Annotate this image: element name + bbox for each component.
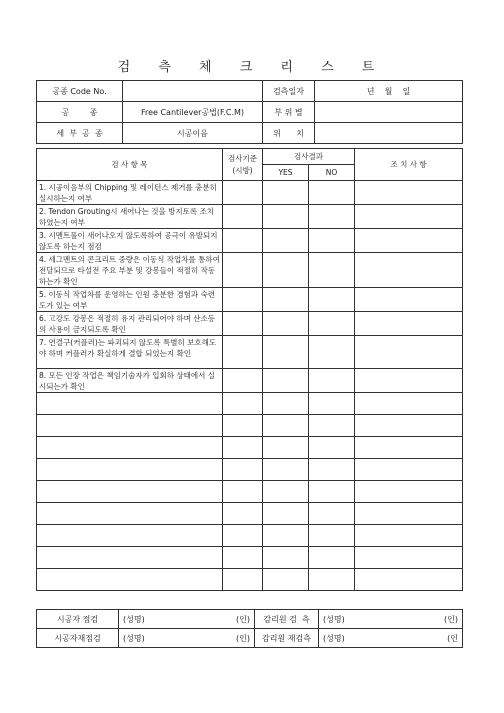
no-cell[interactable] [309,569,355,591]
no-cell[interactable] [309,253,355,288]
contractor-check-sign[interactable] [119,610,255,629]
criteria-cell[interactable] [223,288,263,312]
supervisor-recheck-sign[interactable] [319,629,463,648]
signature-table [36,609,463,648]
yes-cell[interactable] [263,229,309,253]
table-row [37,415,463,437]
name-label: (성명) [323,615,345,624]
no-cell[interactable] [309,459,355,481]
seal-label: (인) [236,634,250,643]
yes-cell[interactable] [263,288,309,312]
criteria-header [223,149,263,181]
yes-cell[interactable] [263,393,309,415]
seal-label: (인) [444,615,458,624]
criteria-cell[interactable] [223,312,263,336]
action-header: 조 치 사 항 [355,149,463,181]
no-cell[interactable] [309,229,355,253]
criteria-cell[interactable] [223,459,263,481]
criteria-cell[interactable] [223,481,263,503]
criteria-cell[interactable] [223,181,263,205]
inspection-item [37,437,223,459]
yes-cell[interactable] [263,312,309,336]
action-cell[interactable] [355,437,463,459]
location-value[interactable] [315,123,463,144]
yes-cell[interactable] [263,369,309,393]
contractor-check-label: 시공자 점검 [37,610,119,629]
criteria-cell[interactable] [223,229,263,253]
supervisor-check-label: 감리원 검 측 [255,610,319,629]
table-row [37,205,463,229]
no-cell[interactable] [309,481,355,503]
inspection-item: 4. 세그멘트의 콘크리트 중량은 이동식 작업차를 통하여 전달되므로 타설전 주요 부분 및 강봉들이 적절히 작동하는가 확인 [37,253,223,288]
yes-cell[interactable] [263,503,309,525]
part-value[interactable] [315,102,463,123]
action-cell[interactable] [355,312,463,336]
inspection-item [37,503,223,525]
code-value[interactable] [123,81,263,102]
criteria-cell[interactable] [223,253,263,288]
name-label: (성명) [123,634,145,643]
no-cell[interactable] [309,393,355,415]
no-cell[interactable] [309,205,355,229]
yes-cell[interactable] [263,415,309,437]
table-row [37,547,463,569]
yes-cell[interactable] [263,253,309,288]
table-row [37,503,463,525]
seal-label: (인) [236,615,250,624]
table-row [37,312,463,336]
action-cell[interactable] [355,547,463,569]
action-cell[interactable] [355,459,463,481]
type-value: Free Cantilever공법(F.C.M) [123,102,263,123]
supervisor-recheck-label: 감리원 재검측 [255,629,319,648]
action-cell[interactable] [355,369,463,393]
criteria-cell[interactable] [223,415,263,437]
criteria-cell[interactable] [223,525,263,547]
criteria-cell[interactable] [223,393,263,415]
inspection-item: 8. 모든 인장 작업은 책임기술자가 입회하 상태에서 실시되는가 확인 [37,369,223,393]
date-label: 검측일자 [263,81,315,102]
no-header: NO [309,165,355,181]
criteria-header-label: 검사기준 [228,153,257,163]
no-cell[interactable] [309,336,355,369]
inspection-item [37,459,223,481]
inspection-item: 6. 고강도 강봉은 적절히 유지 관리되어야 하며 산소등의 사용이 금지되도록 확인 [37,312,223,336]
no-cell[interactable] [309,369,355,393]
name-label: (성명) [123,615,145,624]
type-label: 공 종 [37,102,123,123]
no-cell[interactable] [309,288,355,312]
action-cell[interactable] [355,393,463,415]
criteria-cell[interactable] [223,547,263,569]
criteria-cell[interactable] [223,369,263,393]
table-row [37,481,463,503]
name-label: (성명) [323,634,345,643]
part-label: 부 위 별 [263,102,315,123]
table-row [37,569,463,591]
inspection-item [37,547,223,569]
detail-label: 세 부 공 종 [37,123,123,144]
table-row [37,393,463,415]
action-cell[interactable] [355,253,463,288]
table-row [37,229,463,253]
inspection-item: 7. 연결구(커플러)는 파괴되지 않도록 특별히 보호해도야 하며 커플러가 확실하게 결합 되었는지 확인 [37,336,223,369]
action-cell[interactable] [355,288,463,312]
detail-value: 시공이음 [123,123,263,144]
header-table [36,80,463,144]
inspection-item [37,415,223,437]
table-row [37,525,463,547]
action-cell[interactable] [355,569,463,591]
yes-cell[interactable] [263,569,309,591]
criteria-cell[interactable] [223,503,263,525]
table-row [37,459,463,481]
inspection-item: 5. 이동식 작업차를 운영하는 인원 충분한 경험과 숙련도가 있는 여부 [37,288,223,312]
criteria-cell[interactable] [223,205,263,229]
criteria-header-sub: (시방) [232,165,253,175]
contractor-recheck-sign[interactable] [119,629,255,648]
item-header: 검 사 항 목 [37,149,223,181]
action-cell[interactable] [355,205,463,229]
action-cell[interactable] [355,181,463,205]
date-value[interactable]: 년 월 일 [315,81,463,102]
inspection-item [37,481,223,503]
no-cell[interactable] [309,312,355,336]
supervisor-check-sign[interactable] [319,610,463,629]
action-cell[interactable] [355,336,463,369]
criteria-cell[interactable] [223,336,263,369]
table-row [37,253,463,288]
action-cell[interactable] [355,503,463,525]
contractor-recheck-label: 시공자재점검 [37,629,119,648]
table-row [37,288,463,312]
yes-cell[interactable] [263,205,309,229]
action-cell[interactable] [355,415,463,437]
page-title: 검 측 체 크 리 스 트 [117,60,387,75]
no-cell[interactable] [309,525,355,547]
yes-cell[interactable] [263,459,309,481]
no-cell[interactable] [309,415,355,437]
table-row [37,336,463,369]
table-row [37,181,463,205]
inspection-item [37,525,223,547]
result-header: 검사결과 [263,149,355,165]
action-cell[interactable] [355,481,463,503]
criteria-cell[interactable] [223,569,263,591]
inspection-item [37,393,223,415]
inspection-rows [37,181,463,591]
inspection-item [37,569,223,591]
inspection-item: 2. Tendon Grouting시 새어나는 것을 방지토록 조치 하였는지 여부 [37,205,223,229]
yes-cell[interactable] [263,547,309,569]
criteria-cell[interactable] [223,437,263,459]
inspection-item: 3. 시멘트풀이 새어나오지 않도록하여 공극이 유발되지 않도록 하는지 점검 [37,229,223,253]
yes-header: YES [263,165,309,181]
no-cell[interactable] [309,503,355,525]
location-label: 위 치 [263,123,315,144]
yes-cell[interactable] [263,336,309,369]
action-cell[interactable] [355,525,463,547]
table-row [37,437,463,459]
inspection-table [36,148,463,591]
seal-label: (인 [447,634,458,643]
table-row [37,369,463,393]
inspection-item: 1. 시공이음부의 Chipping 및 레이턴스 제거를 충분히 실시하는지 여부 [37,181,223,205]
yes-cell[interactable] [263,181,309,205]
action-cell[interactable] [355,229,463,253]
code-label: 공종 Code No. [37,81,123,102]
no-cell[interactable] [309,181,355,205]
yes-cell[interactable] [263,481,309,503]
no-cell[interactable] [309,547,355,569]
yes-cell[interactable] [263,525,309,547]
no-cell[interactable] [309,437,355,459]
yes-cell[interactable] [263,437,309,459]
